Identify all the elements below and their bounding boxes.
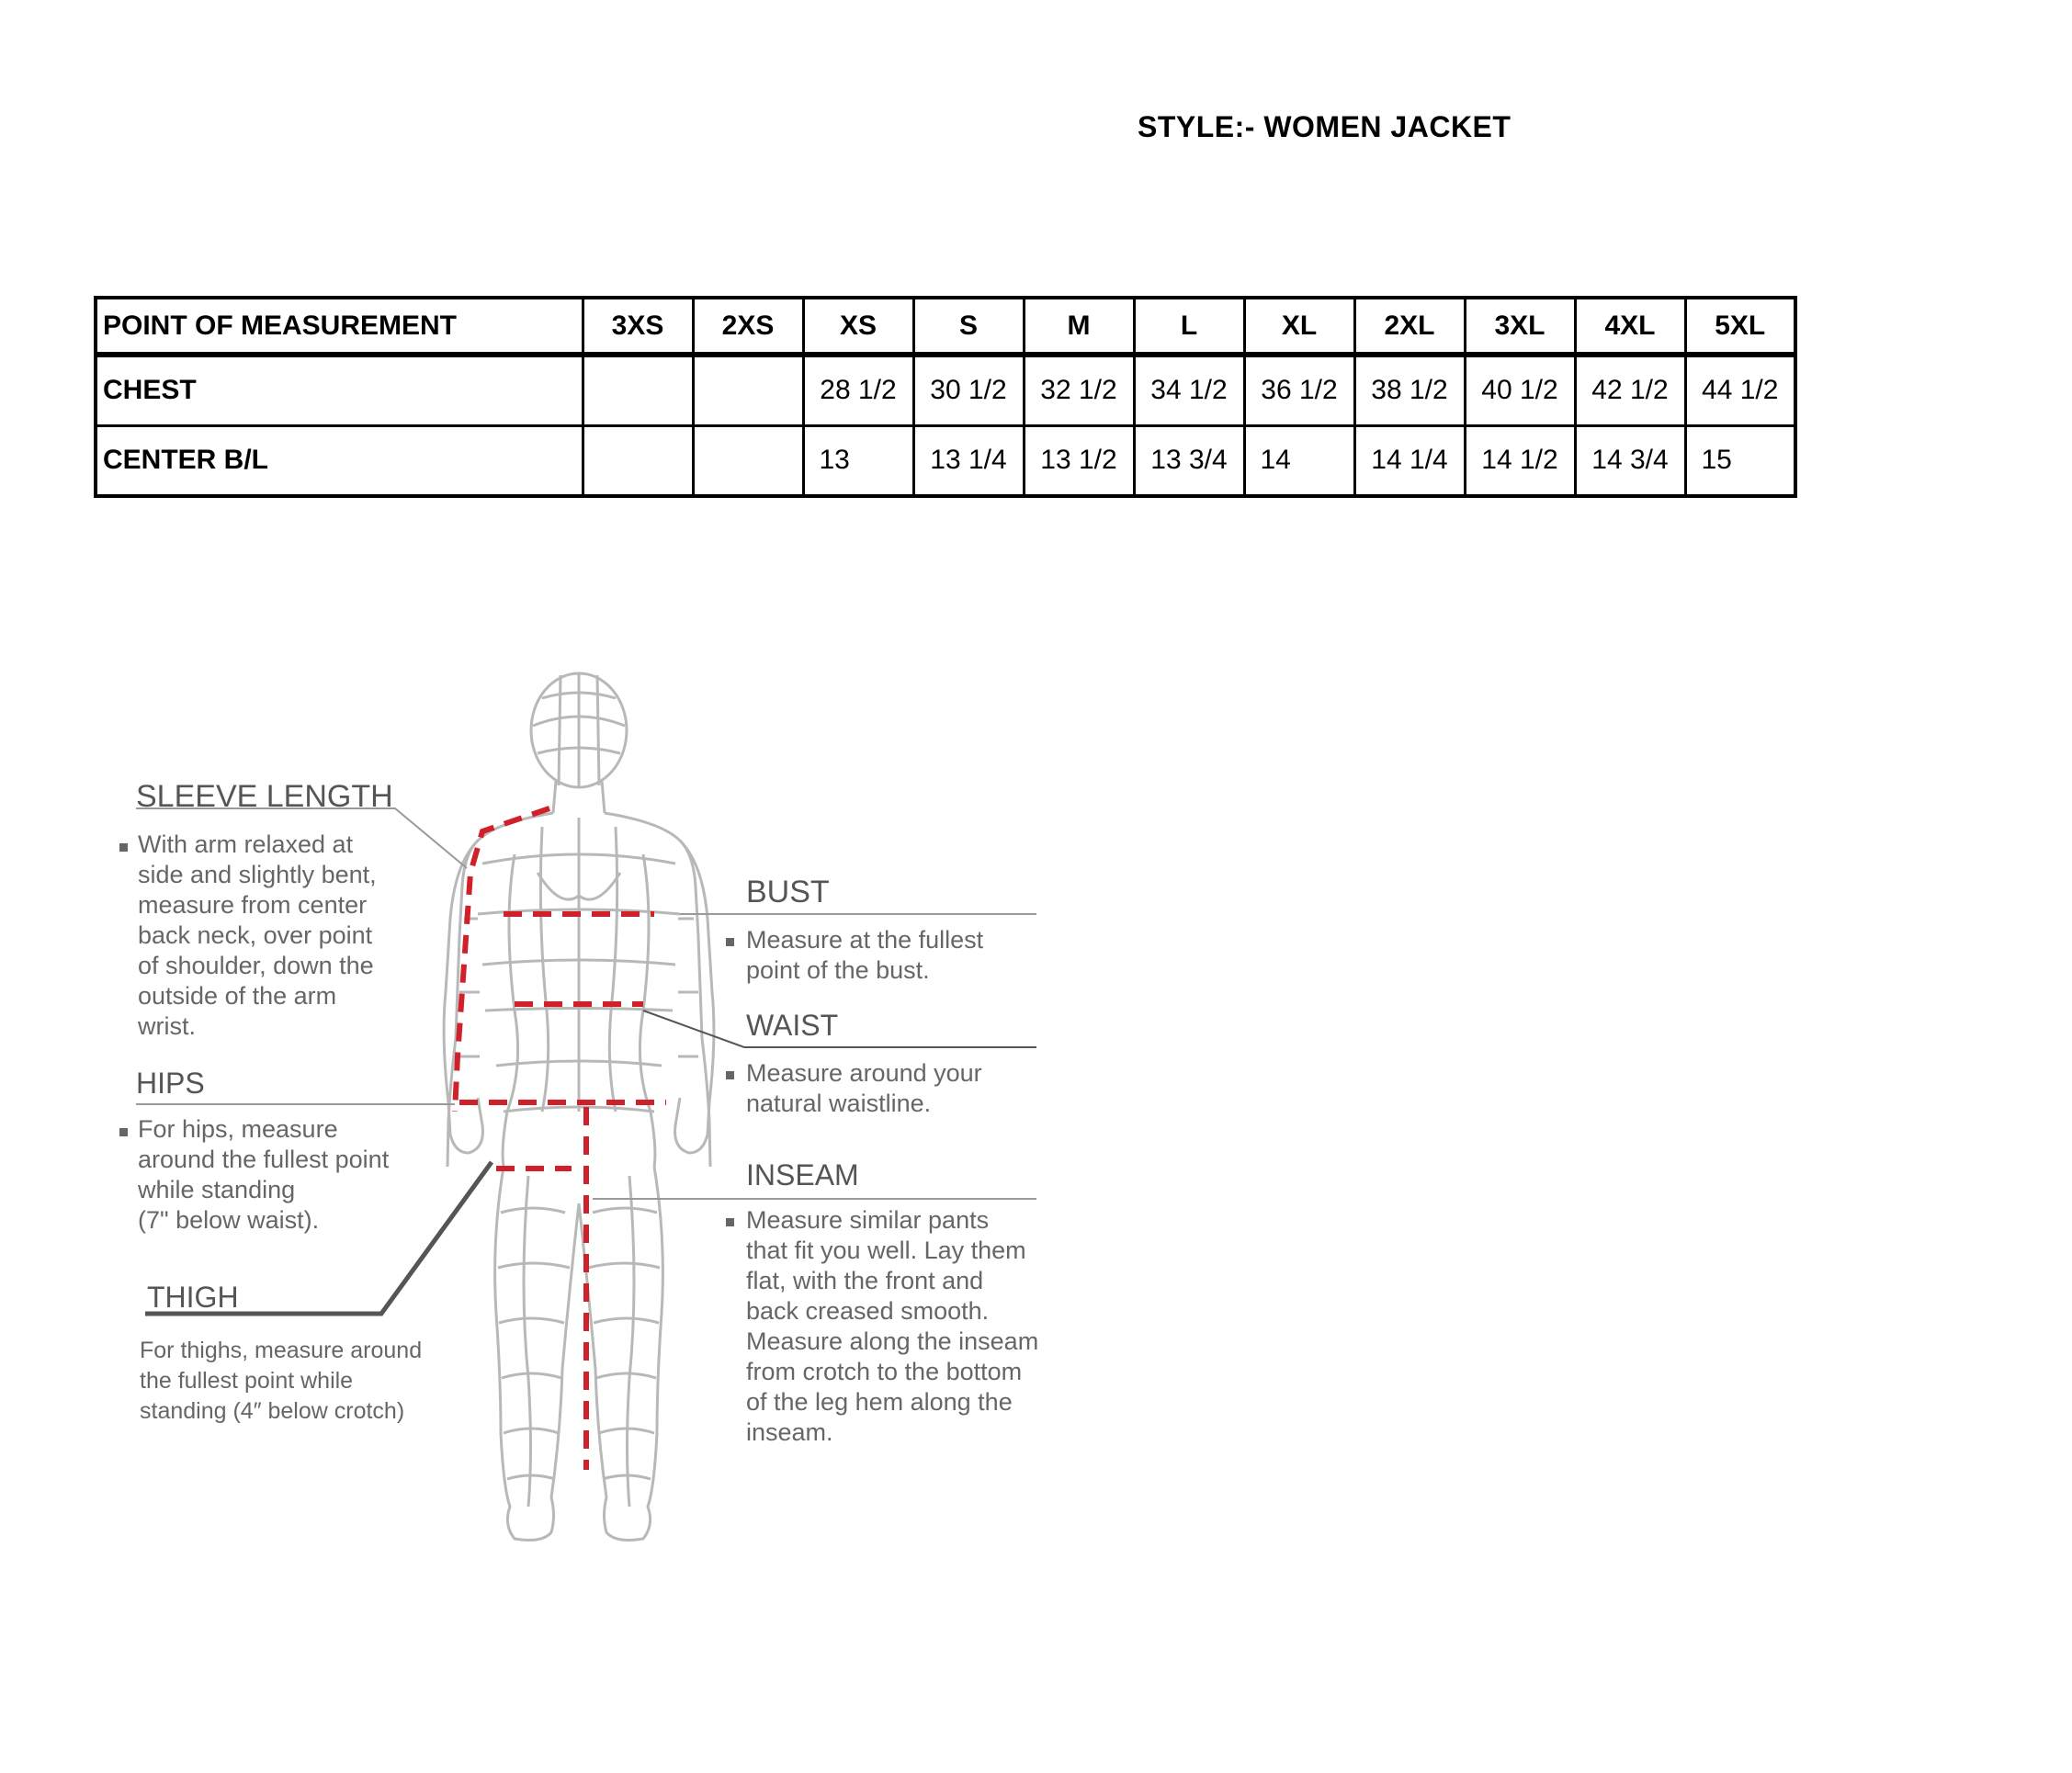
bust-text: Measure at the fullest point of the bust. — [746, 926, 984, 984]
header-cell: 5XL — [1685, 298, 1795, 355]
header-cell: M — [1024, 298, 1134, 355]
waist-text: Measure around your natural waistline. — [746, 1059, 982, 1117]
header-cell: XL — [1244, 298, 1354, 355]
thigh-heading: THIGH — [147, 1281, 239, 1314]
table-cell: 13 3/4 — [1134, 425, 1244, 496]
table-cell: 13 1/2 — [1024, 425, 1134, 496]
table-cell: 44 1/2 — [1685, 355, 1795, 425]
table-cell: 40 1/2 — [1465, 355, 1575, 425]
header-cell: 4XL — [1575, 298, 1685, 355]
header-cell: S — [913, 298, 1024, 355]
header-cell: 3XL — [1465, 298, 1575, 355]
hips-heading: HIPS — [136, 1067, 205, 1100]
bust-heading: BUST — [746, 875, 830, 909]
table-cell: 14 1/4 — [1354, 425, 1465, 496]
table-cell: 28 1/2 — [803, 355, 913, 425]
table-cell: 14 1/2 — [1465, 425, 1575, 496]
hips-text: For hips, measure around the fullest point while standing (7" below waist). — [138, 1115, 390, 1234]
body-figure-icon — [444, 673, 714, 1540]
header-cell: 3XS — [583, 298, 693, 355]
thigh-text: For thighs, measure around the fullest point while standing (4″ below crotch) — [140, 1338, 423, 1424]
table-cell: 32 1/2 — [1024, 355, 1134, 425]
table-cell: 15 — [1685, 425, 1795, 496]
header-cell: L — [1134, 298, 1244, 355]
header-cell: POINT OF MEASUREMENT — [96, 298, 583, 355]
table-cell: 36 1/2 — [1244, 355, 1354, 425]
row-label: CHEST — [96, 355, 583, 425]
table-cell: 42 1/2 — [1575, 355, 1685, 425]
table-cell: 30 1/2 — [913, 355, 1024, 425]
sleeve-length-text: With arm relaxed at side and slightly bent, measure from center back neck, over point of shoulder, down the outside of the arm wrist. — [138, 830, 377, 1040]
header-cell: 2XS — [693, 298, 803, 355]
measurement-lines — [455, 808, 666, 1470]
table-cell: 14 — [1244, 425, 1354, 496]
header-cell: XS — [803, 298, 913, 355]
header-cell: 2XL — [1354, 298, 1465, 355]
sleeve-length-heading: SLEEVE LENGTH — [136, 779, 393, 814]
table-cell: 38 1/2 — [1354, 355, 1465, 425]
inseam-heading: INSEAM — [746, 1158, 859, 1191]
table-cell: 14 3/4 — [1575, 425, 1685, 496]
row-label: CENTER B/L — [96, 425, 583, 496]
table-cell: 13 — [803, 425, 913, 496]
inseam-text: Measure similar pants that fit you well. Lay them flat, with the front and back creased smooth. Measure along the inseam from crotch to the bottom of the leg hem along the inseam. — [746, 1206, 1039, 1446]
table-cell: 34 1/2 — [1134, 355, 1244, 425]
page-title: STYLE:- WOMEN JACKET — [1138, 110, 1512, 143]
waist-heading: WAIST — [746, 1009, 839, 1042]
table-cell: 13 1/4 — [913, 425, 1024, 496]
